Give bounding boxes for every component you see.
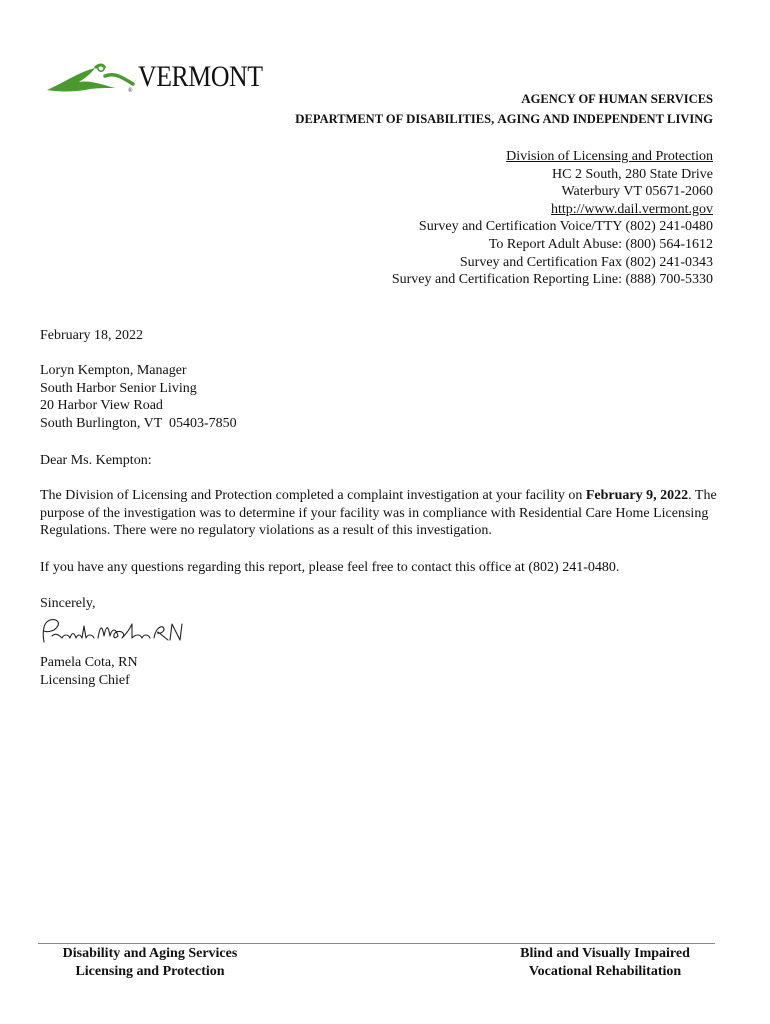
contact-block — [392, 148, 713, 289]
signer-title: Licensing Chief — [40, 672, 130, 688]
signer-name: Pamela Cota, RN — [40, 655, 138, 670]
recipient-name: Loryn Kempton, Manager — [40, 363, 187, 378]
voice-tty-line: Survey and Certification Voice/TTY (802) 241-0480 — [418, 219, 713, 235]
recipient-street: 20 Harbor View Road — [40, 398, 163, 414]
signer-block — [40, 654, 720, 689]
closing: Sincerely, — [40, 596, 96, 611]
recipient-organization: South Harbor Senior Living — [40, 380, 197, 396]
investigation-date: February 9, 2022 — [585, 488, 689, 503]
agency-name: AGENCY OF HUMAN SERVICES — [521, 91, 713, 106]
recipient-city: South Burlington, VT 05403-7850 — [40, 415, 237, 431]
contact-paragraph: If you have any questions regarding this report, please feel free to contact this office at (802) 241-0480. — [40, 560, 620, 575]
city-line: Waterbury VT 05671-2060 — [561, 184, 713, 200]
registered-mark: ® — [128, 88, 133, 94]
address-line: HC 2 South, 280 State Drive — [552, 166, 713, 182]
department-name: DEPARTMENT OF DISABILITIES, AGING AND INDEPENDENT LIVING — [295, 111, 713, 126]
reporting-line: Survey and Certification Reporting Line: (888) 700-5330 — [391, 272, 713, 288]
handwritten-signature — [38, 614, 188, 650]
footer-divider — [38, 943, 715, 944]
logo-wordmark: VERMONT — [138, 60, 263, 93]
footer-right-line2: Vocational Rehabilitation — [528, 963, 682, 979]
division-name: Division of Licensing and Protection — [506, 149, 713, 164]
salutation: Dear Ms. Kempton: — [40, 453, 152, 468]
letter-date: February 18, 2022 — [40, 328, 144, 343]
footer-right-line1: Blind and Visually Impaired — [520, 946, 690, 961]
recipient-address — [40, 362, 720, 432]
footer-left-line2: Licensing and Protection — [75, 963, 225, 979]
footer-left — [46, 945, 254, 980]
footer-left-line1: Disability and Aging Services — [62, 946, 238, 961]
investigation-paragraph: The Division of Licensing and Protection completed a complaint investigation at your facility on February 9, 2022. The purpose of the investigation was to determine if your facility was in compliance with Residential Care Home Licensing Regulations. There were no regulatory violations as a result of this investigation. — [40, 488, 717, 539]
fax-line: Survey and Certification Fax (802) 241-0343 — [459, 254, 713, 270]
footer-right — [500, 945, 710, 980]
website-link[interactable]: http://www.dail.vermont.gov — [550, 201, 713, 217]
abuse-report-line: To Report Adult Abuse: (800) 564-1612 — [488, 236, 713, 252]
